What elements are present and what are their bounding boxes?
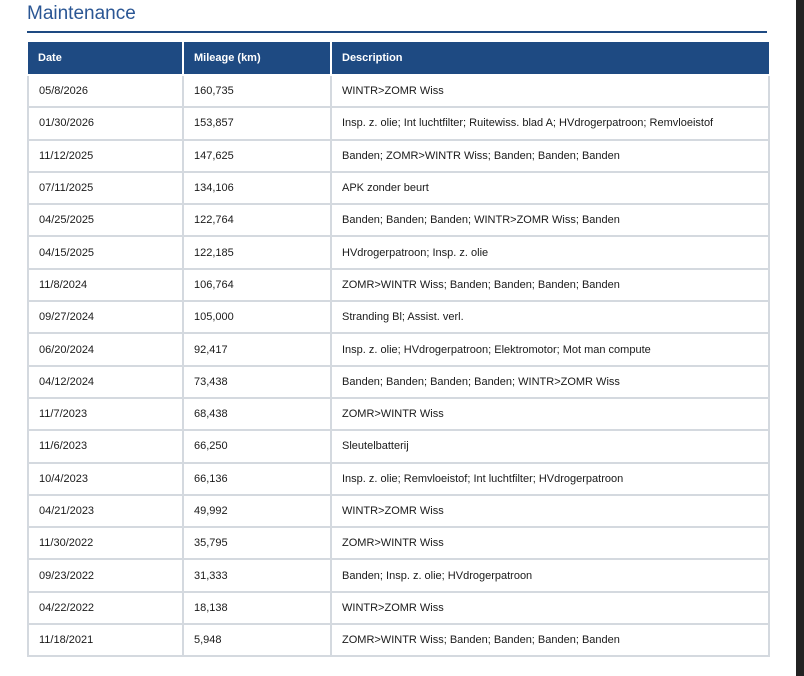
cell-mileage: 73,438 [183,366,331,398]
cell-description: Banden; Banden; Banden; Banden; WINTR>ZOMR Wiss [331,366,769,398]
cell-mileage: 105,000 [183,301,331,333]
column-header-date[interactable]: Date [28,42,183,75]
table-row[interactable] [28,495,769,527]
cell-date: 11/8/2024 [28,269,183,301]
cell-date: 11/7/2023 [28,398,183,430]
cell-description: ZOMR>WINTR Wiss; Banden; Banden; Banden; Banden [331,624,769,656]
cell-mileage: 68,438 [183,398,331,430]
cell-description: Banden; Banden; Banden; WINTR>ZOMR Wiss; Banden [331,204,769,236]
cell-mileage: 18,138 [183,592,331,624]
cell-description: WINTR>ZOMR Wiss [331,75,769,107]
table-row[interactable] [28,398,769,430]
cell-description: WINTR>ZOMR Wiss [331,592,769,624]
table-row[interactable] [28,527,769,559]
table-row[interactable] [28,592,769,624]
table-row[interactable] [28,269,769,301]
cell-date: 11/30/2022 [28,527,183,559]
table-row[interactable] [28,107,769,139]
cell-date: 04/12/2024 [28,366,183,398]
table-header-row [28,42,769,75]
cell-description: Banden; ZOMR>WINTR Wiss; Banden; Banden; Banden [331,140,769,172]
table-row[interactable] [28,204,769,236]
cell-description: APK zonder beurt [331,172,769,204]
cell-description: ZOMR>WINTR Wiss [331,527,769,559]
cell-description: Stranding Bl; Assist. verl. [331,301,769,333]
cell-date: 11/6/2023 [28,430,183,462]
cell-mileage: 122,185 [183,236,331,268]
table-row[interactable] [28,366,769,398]
table-row[interactable] [28,559,769,591]
cell-mileage: 122,764 [183,204,331,236]
cell-date: 06/20/2024 [28,333,183,365]
cell-description: Insp. z. olie; Int luchtfilter; Ruitewiss. blad A; HVdrogerpatroon; Remvloeistof [331,107,769,139]
table-row[interactable] [28,624,769,656]
cell-mileage: 49,992 [183,495,331,527]
column-header-mileage[interactable]: Mileage (km) [183,42,331,75]
cell-description: Insp. z. olie; Remvloeistof; Int luchtfilter; HVdrogerpatroon [331,463,769,495]
table-body [28,75,769,656]
cell-description: HVdrogerpatroon; Insp. z. olie [331,236,769,268]
cell-mileage: 31,333 [183,559,331,591]
cell-date: 09/23/2022 [28,559,183,591]
cell-mileage: 153,857 [183,107,331,139]
column-header-description[interactable]: Description [331,42,769,75]
table-row[interactable] [28,172,769,204]
window-edge [796,0,804,676]
cell-mileage: 35,795 [183,527,331,559]
cell-mileage: 160,735 [183,75,331,107]
table-row[interactable] [28,333,769,365]
table-row[interactable] [28,463,769,495]
cell-mileage: 92,417 [183,333,331,365]
maintenance-table [27,42,770,657]
cell-mileage: 66,136 [183,463,331,495]
cell-mileage: 147,625 [183,140,331,172]
cell-description: Sleutelbatterij [331,430,769,462]
cell-date: 11/18/2021 [28,624,183,656]
cell-date: 04/25/2025 [28,204,183,236]
cell-mileage: 134,106 [183,172,331,204]
table-row[interactable] [28,236,769,268]
cell-mileage: 5,948 [183,624,331,656]
section-title: Maintenance [27,3,136,24]
title-divider [27,31,767,33]
cell-description: ZOMR>WINTR Wiss [331,398,769,430]
table-row[interactable] [28,140,769,172]
cell-description: Insp. z. olie; HVdrogerpatroon; Elektromotor; Mot man compute [331,333,769,365]
cell-description: ZOMR>WINTR Wiss; Banden; Banden; Banden; Banden [331,269,769,301]
cell-description: Banden; Insp. z. olie; HVdrogerpatroon [331,559,769,591]
cell-date: 04/21/2023 [28,495,183,527]
cell-date: 04/15/2025 [28,236,183,268]
cell-description: WINTR>ZOMR Wiss [331,495,769,527]
table-row[interactable] [28,430,769,462]
cell-mileage: 106,764 [183,269,331,301]
cell-date: 01/30/2026 [28,107,183,139]
cell-date: 04/22/2022 [28,592,183,624]
cell-date: 10/4/2023 [28,463,183,495]
cell-date: 09/27/2024 [28,301,183,333]
cell-date: 05/8/2026 [28,75,183,107]
cell-mileage: 66,250 [183,430,331,462]
table-row[interactable] [28,75,769,107]
cell-date: 11/12/2025 [28,140,183,172]
cell-date: 07/11/2025 [28,172,183,204]
table-row[interactable] [28,301,769,333]
